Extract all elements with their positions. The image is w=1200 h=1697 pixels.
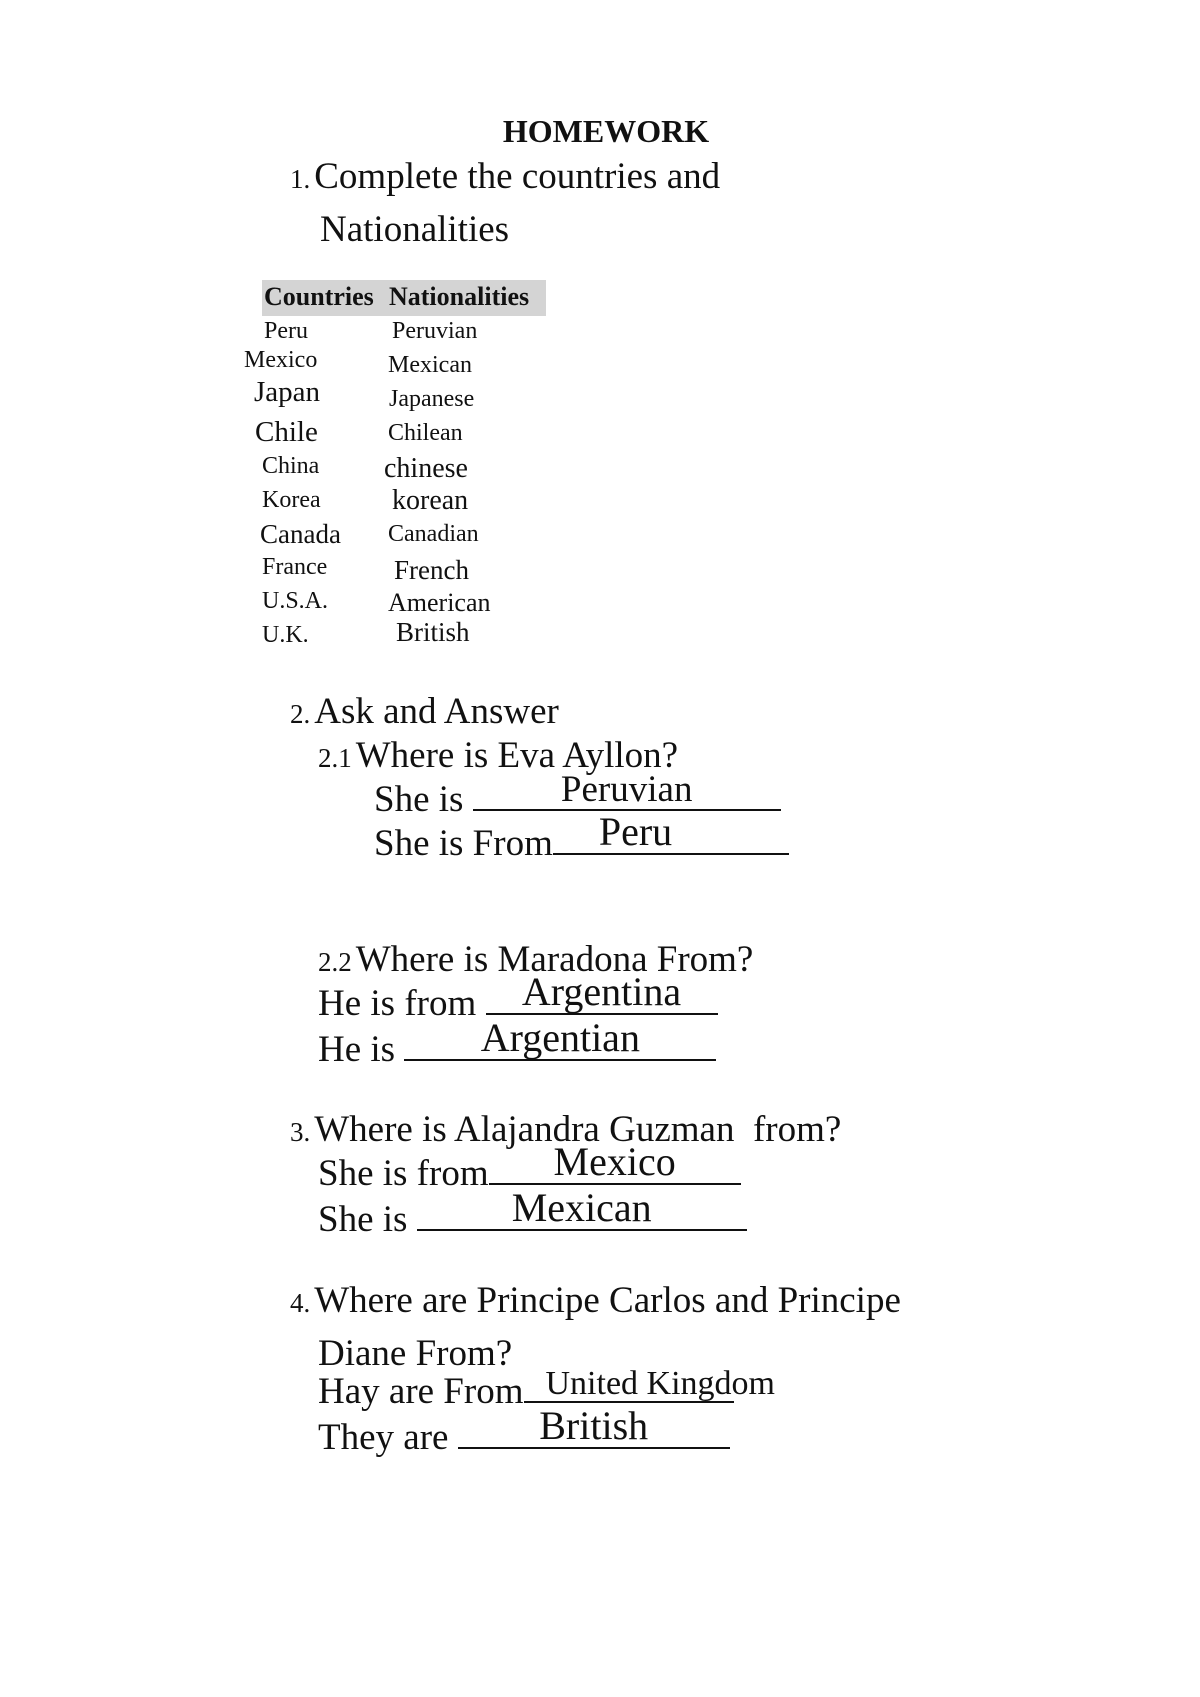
table-cell-nationality: Japanese xyxy=(389,386,475,412)
answer-blank[interactable] xyxy=(404,1015,716,1061)
page-title: HOMEWORK xyxy=(502,113,710,149)
answer-prompt: He is xyxy=(318,1029,396,1070)
question-number: 2. xyxy=(290,699,311,729)
question-text-line1: Where are Principe Carlos and Principe xyxy=(314,1280,901,1321)
answer-line xyxy=(318,1015,716,1071)
answer-text: Argentian xyxy=(480,1015,640,1060)
table-cell-nationality: chinese xyxy=(384,453,468,484)
column-header-nationalities: Nationalities xyxy=(389,282,530,311)
answer-line xyxy=(318,1403,730,1459)
question-text-line2: Nationalities xyxy=(320,209,510,250)
table-cell-country: Japan xyxy=(254,376,321,408)
table-cell-country: China xyxy=(262,453,320,479)
table-cell-nationality: Chilean xyxy=(388,420,463,446)
question-text: Where is Eva Ayllon? xyxy=(355,735,679,776)
table-cell-country: Chile xyxy=(255,416,318,448)
answer-prompt: He is from xyxy=(318,983,477,1024)
answer-blank[interactable] xyxy=(486,969,718,1015)
answer-blank[interactable] xyxy=(417,1185,747,1231)
answer-text: British xyxy=(539,1403,649,1448)
answer-prompt: She is xyxy=(318,1199,408,1240)
answer-text: Mexican xyxy=(511,1185,652,1230)
question-text: Where is Maradona From? xyxy=(355,939,754,980)
column-header-countries: Countries xyxy=(264,282,374,311)
table-cell-country: Korea xyxy=(262,487,321,513)
question-text: Where is Alajandra Guzman from? xyxy=(314,1109,842,1150)
table-cell-country: France xyxy=(262,554,328,580)
table-cell-country: U.S.A. xyxy=(262,588,329,614)
table-cell-nationality: French xyxy=(394,555,469,585)
table-cell-nationality: Peruvian xyxy=(392,318,478,344)
answer-prompt: She is from xyxy=(318,1153,489,1194)
table-cell-nationality: Canadian xyxy=(388,521,479,547)
table-cell-country: Canada xyxy=(260,519,341,549)
table-cell-country: Peru xyxy=(264,318,308,344)
question-number: 3. xyxy=(290,1117,311,1147)
table-cell-country: U.K. xyxy=(262,622,309,648)
question-number: 4. xyxy=(290,1288,311,1318)
answer-prompt: She is xyxy=(374,779,464,820)
answer-line xyxy=(374,809,789,865)
table-cell-nationality: British xyxy=(396,617,470,647)
question-number: 1. xyxy=(290,164,311,194)
answer-prompt: Hay are From xyxy=(318,1371,524,1412)
answer-text: Mexico xyxy=(553,1139,676,1184)
answer-prompt: She is From xyxy=(374,823,553,864)
table-cell-nationality: korean xyxy=(392,485,469,516)
question-number: 2.1 xyxy=(318,743,352,773)
answer-blank[interactable] xyxy=(473,769,781,811)
answer-blank[interactable] xyxy=(553,809,789,855)
answer-text: Peru xyxy=(598,809,673,854)
answer-line xyxy=(318,1185,747,1241)
question-heading: Ask and Answer xyxy=(314,691,559,732)
question-text-line1: Complete the countries and xyxy=(314,156,721,197)
table-cell-nationality: Mexican xyxy=(388,352,472,378)
answer-blank[interactable] xyxy=(458,1403,730,1449)
answer-text: Argentina xyxy=(521,969,682,1014)
answer-prompt: They are xyxy=(318,1417,449,1458)
answer-blank[interactable] xyxy=(524,1365,775,1403)
answer-text: Peruvian xyxy=(560,769,693,810)
table-cell-nationality: American xyxy=(388,588,491,617)
question-1 xyxy=(290,154,720,260)
table-cell-country: Mexico xyxy=(244,347,318,373)
question-number: 2.2 xyxy=(318,947,352,977)
answer-text: United Kingdom xyxy=(545,1365,775,1402)
question-text-line2: Diane From? xyxy=(318,1333,513,1374)
answer-blank[interactable] xyxy=(489,1139,741,1185)
question-2 xyxy=(290,690,559,733)
